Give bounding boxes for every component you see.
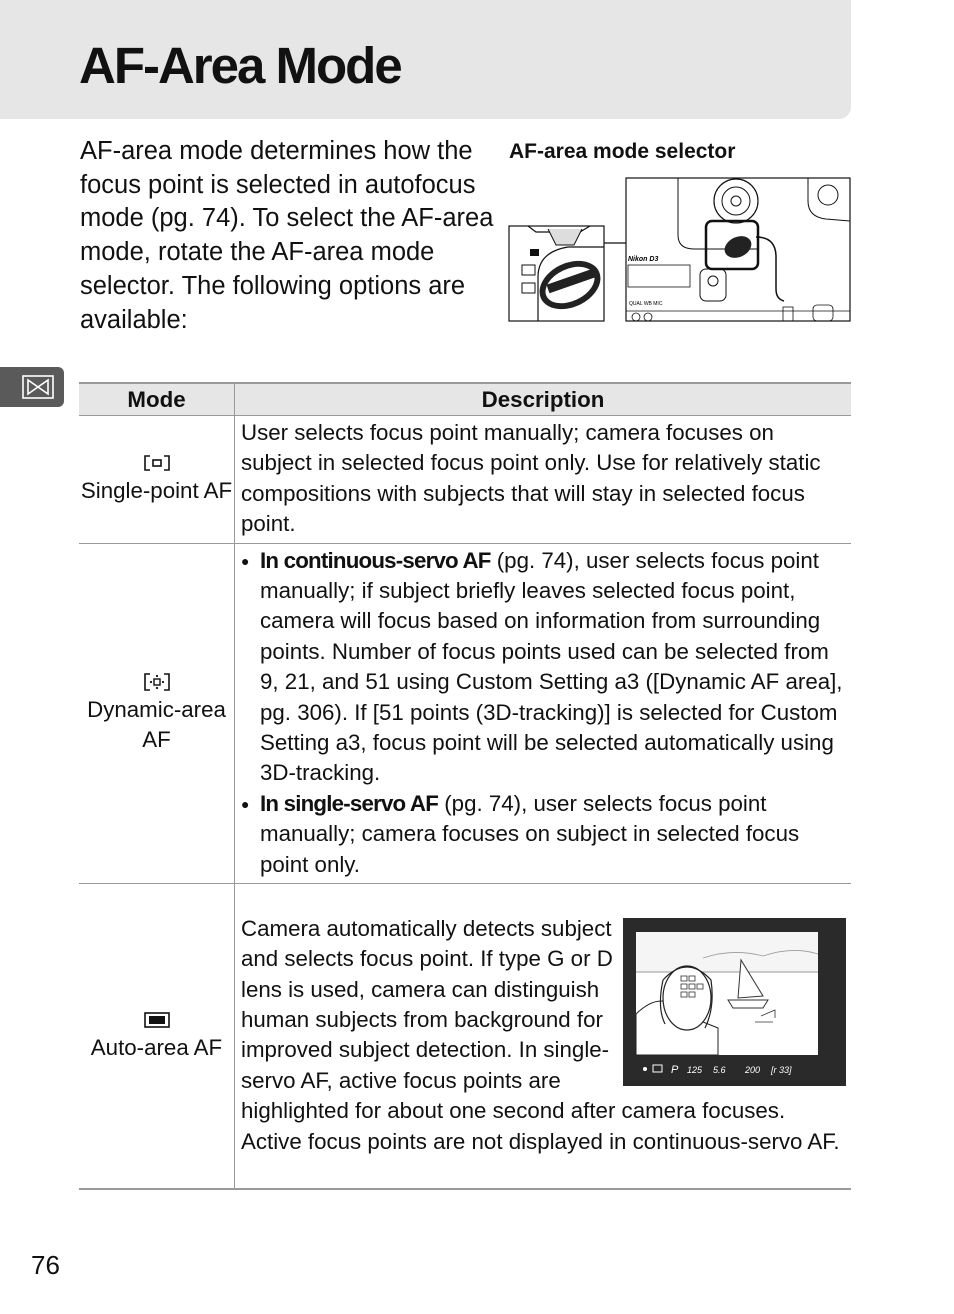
viewfinder-mode: P [671, 1063, 679, 1076]
svg-text:QUAL WB MIC: QUAL WB MIC [629, 301, 663, 307]
table-row [79, 543, 851, 883]
description-cell: User selects focus point manually; camera focuses on subject in selected focus point only. Use for relatively static compositions with subjects that will stay in selected focus point. [235, 416, 852, 544]
viewfinder-illustration [623, 918, 846, 1086]
svg-text:Nikon D3: Nikon D3 [628, 256, 659, 263]
table-header-row [79, 383, 851, 416]
mode-name: Dynamic-area AF [87, 696, 226, 753]
viewfinder-shutter: 125 [687, 1064, 703, 1075]
bullet-lead: In continuous-servo AF [260, 547, 491, 573]
table-row [79, 884, 851, 1189]
description-cell [235, 543, 852, 883]
mode-cell [79, 543, 235, 883]
list-item [241, 789, 845, 880]
figure-caption: AF-area mode selector [509, 140, 736, 163]
list-item [241, 546, 845, 789]
description-text: Camera automatically detects subject and selects focus point. If type G or D lens is used, camera can distinguish human subjects from background for improved subject detection. In single-servo AF, active focus points are highlighted for about one second after camera focuses. Active focus points are not displayed in continuous-servo AF. [241, 915, 840, 1154]
description-bullets [241, 546, 845, 880]
dynamic-area-af-icon [144, 671, 170, 693]
bullet-text: (pg. 74), user selects focus point manually; if subject briefly leaves selected focus point, camera will focus based on information from surrounding points. Number of focus points used can be selected from 9, 21, and 51 using Custom Setting a3 ([Dynamic AF area], pg. 306). If [51 points (3D-tracking)] is selected for Custom Setting a3, focus point will be selected automatically using 3D-tracking. [260, 547, 843, 786]
auto-area-af-icon [144, 1009, 170, 1031]
mode-name: Auto-area AF [90, 1034, 223, 1060]
mode-cell [79, 884, 235, 1189]
focus-mode-icon [22, 375, 54, 399]
mode-cell [79, 416, 235, 544]
mode-name: Single-point AF [80, 478, 233, 504]
chapter-tab [0, 367, 64, 407]
bullet-lead: In single-servo AF [260, 790, 439, 816]
page-title: AF-Area Mode [79, 37, 401, 94]
page-number: 76 [31, 1250, 60, 1280]
intro-paragraph: AF-area mode determines how the focus point is selected in autofocus mode (pg. 74). To select the AF-area mode, rotate the AF-area mode selector. The following options are available: [80, 137, 494, 334]
column-header-mode: Mode [79, 383, 235, 416]
table-row [79, 416, 851, 544]
viewfinder-iso: 200 [745, 1064, 761, 1075]
single-point-af-icon [144, 452, 170, 474]
viewfinder-frames: [r 33] [771, 1064, 792, 1075]
viewfinder-aperture: 5.6 [713, 1064, 726, 1075]
af-area-mode-selector-illustration [508, 177, 852, 323]
description-cell [235, 884, 852, 1189]
column-header-description: Description [235, 383, 852, 416]
af-area-modes-table [79, 382, 851, 1190]
bullet-text: (pg. 74), user selects focus point manually; camera focuses on subject in selected focus point only. [260, 790, 800, 877]
